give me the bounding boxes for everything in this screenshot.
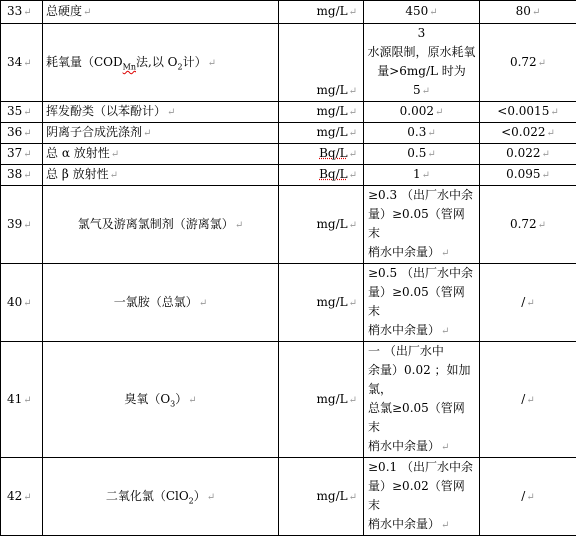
value-cell: /↵ [480, 264, 576, 342]
row-number: 34↵ [1, 24, 43, 102]
row-number: 35↵ [1, 102, 43, 123]
value-cell: <0.0015↵ [480, 102, 576, 123]
row-number: 41↵ [1, 342, 43, 458]
unit-cell: Bq/L↵ [279, 144, 364, 165]
indicator-name: 阴离子合成洗涤剂↵ [43, 123, 279, 144]
limit-cell: 1↵ [364, 165, 480, 186]
unit-cell: mg/L↵ [279, 264, 364, 342]
indicator-name: 总 β 放射性↵ [43, 165, 279, 186]
row-number: 38↵ [1, 165, 43, 186]
indicator-name: 氯气及游离氯制剂（游离氯）↵ [43, 186, 279, 264]
row-number: 42↵ [1, 458, 43, 536]
value-cell: 0.095↵ [480, 165, 576, 186]
row-number: 33↵ [1, 1, 43, 24]
limit-cell: 0.3↵ [364, 123, 480, 144]
value-cell: <0.022↵ [480, 123, 576, 144]
unit-cell: mg/L↵ [279, 458, 364, 536]
indicator-name: 总硬度↵ [43, 1, 279, 24]
unit-cell: Bq/L↵ [279, 165, 364, 186]
unit-cell: mg/L↵ [279, 342, 364, 458]
table-row [1, 186, 576, 264]
table-row [1, 102, 576, 123]
table-row [1, 165, 576, 186]
row-number: 36↵ [1, 123, 43, 144]
indicator-name: 挥发酚类（以苯酚计）↵ [43, 102, 279, 123]
limit-cell: 一 （出厂水中 余量）0.02 ；如加氯， 总氯≥0.05（管网末 梢水中余量）↵ [364, 342, 480, 458]
value-cell: 0.72↵ [480, 24, 576, 102]
limit-cell: ≥0.5 （出厂水中余 量）≥0.05（管网末 梢水中余量）↵ [364, 264, 480, 342]
indicator-name: 耗氧量（$COD_{Mn}$法,以 $O_2$计）↵ [43, 24, 279, 102]
limit-cell: ≥0.3 （出厂水中余 量）≥0.05（管网末 梢水中余量）↵ [364, 186, 480, 264]
indicator-name: 总 α 放射性↵ [43, 144, 279, 165]
value-cell: /↵ [480, 458, 576, 536]
unit-cell: mg/L↵ [279, 1, 364, 24]
value-cell: /↵ [480, 342, 576, 458]
table-row [1, 24, 576, 102]
limit-cell: 0.5↵ [364, 144, 480, 165]
indicator-name: 臭氧$(O_3)↵$ [43, 342, 279, 458]
unit-cell: mg/L↵ [279, 123, 364, 144]
table-row [1, 458, 576, 536]
table-row [1, 144, 576, 165]
row-number: 37↵ [1, 144, 43, 165]
table-row [1, 342, 576, 458]
row-number: 40↵ [1, 264, 43, 342]
value-cell: 80↵ [480, 1, 576, 24]
value-cell: 0.72↵ [480, 186, 576, 264]
limit-cell: 0.002↵ [364, 102, 480, 123]
value-cell: 0.022↵ [480, 144, 576, 165]
limit-cell: 450↵ [364, 1, 480, 24]
table-row [1, 123, 576, 144]
unit-cell: mg/L↵ [279, 102, 364, 123]
row-number: 39↵ [1, 186, 43, 264]
table-row [1, 264, 576, 342]
limit-cell: ≥0.1 （出厂水中余 量）≥0.02（管网末 梢水中余量）↵ [364, 458, 480, 536]
indicator-name: 一氯胺（总氯）↵ [43, 264, 279, 342]
unit-cell: mg/L↵ [279, 186, 364, 264]
limit-cell: 3 水源限制，原水耗氧 量>6mg/L 时为 5↵ [364, 24, 480, 102]
indicator-name: 二氧化氯（ClO$_2$）↵ [43, 458, 279, 536]
table-row [1, 1, 576, 24]
unit-cell: mg/L↵ [279, 24, 364, 102]
